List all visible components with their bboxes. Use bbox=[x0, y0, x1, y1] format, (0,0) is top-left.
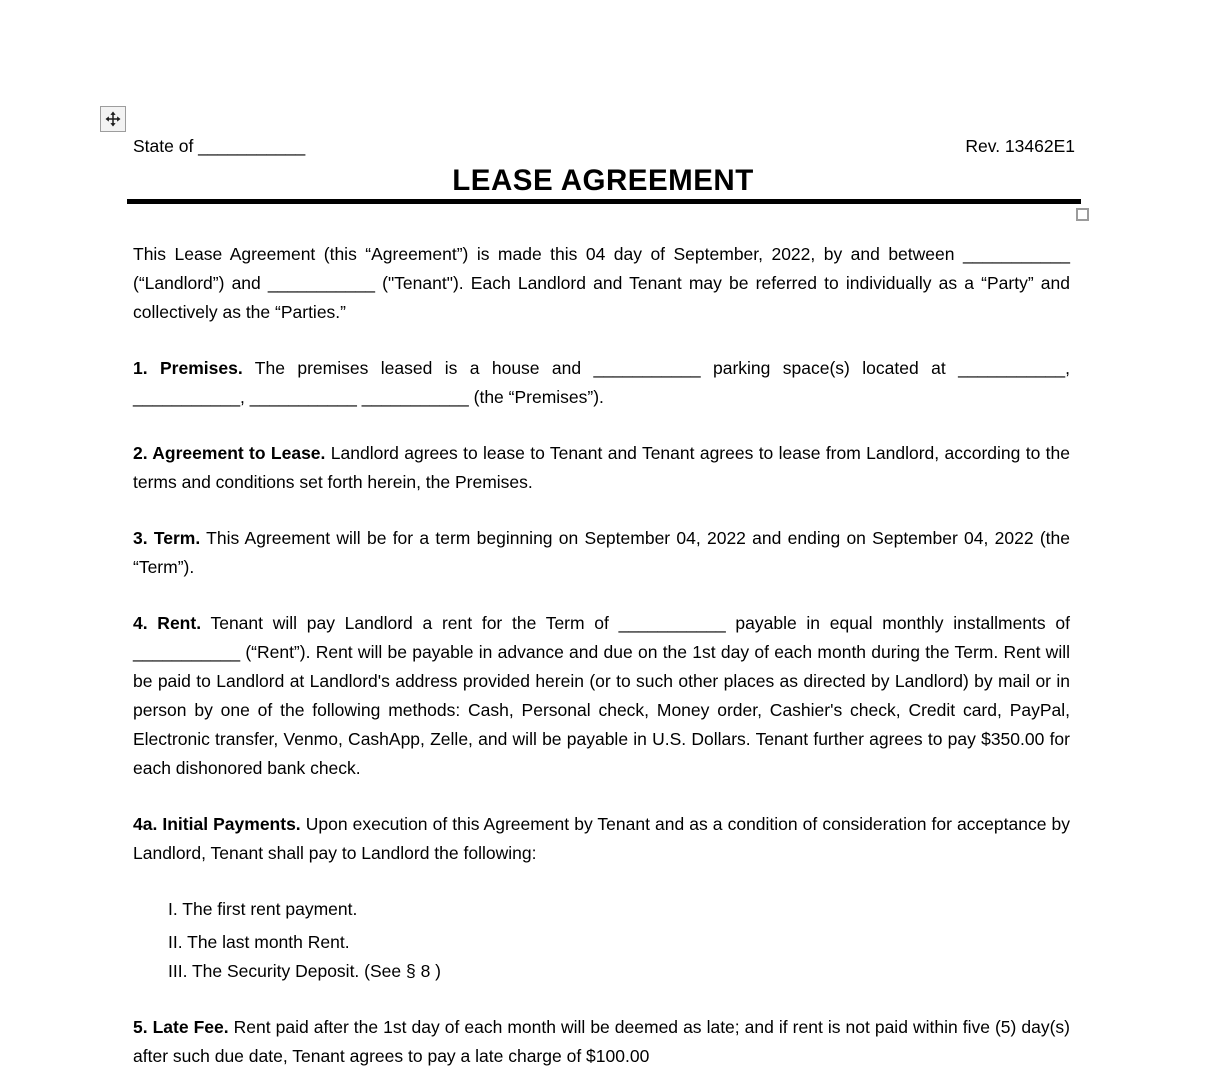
section-initial-payments bbox=[133, 810, 1070, 868]
resize-square-icon[interactable] bbox=[1076, 208, 1089, 221]
state-of-label: State of ___________ bbox=[133, 136, 306, 156]
intro-paragraph: This Lease Agreement (this “Agreement”) is made this 04 day of September, 2022, by and between ___________ (“Landlord”) and ___________ ("Tenant"). Each Landlord and Tenant may be referred to individually as a “Party” and collectively as the “Parties.” bbox=[133, 243, 1070, 322]
section-premises-body: The premises leased is a house and ___________ parking space(s) located at ___________, ___________, ___________ ___________ (the “Premises”). bbox=[133, 357, 1071, 407]
list-item: II. The last month Rent. bbox=[168, 931, 350, 952]
initial-payments-list bbox=[133, 895, 1070, 986]
document-header bbox=[0, 0, 1206, 156]
section-rent-body: Tenant will pay Landlord a rent for the Term of ___________ payable in equal monthly installments of ___________ (“Rent”). Rent will be payable in advance and due on the 1st day of each month during the Term. Rent will be paid to Landlord at Landlord's address provided herein (or to such other places as directed by Landlord) by mail or in person by one of the following methods: Cash, Personal check, Money order, Cashier's check, Credit card, PayPal, Electronic transfer, Venmo, CashApp, Zelle, and will be payable in U.S. Dollars. Tenant further agrees to pay $350.00 for each dishonored bank check. bbox=[133, 612, 1070, 778]
section-rent-heading: 4. Rent. bbox=[133, 612, 202, 633]
section-late-fee-body: Rent paid after the 1st day of each month will be deemed as late; and if rent is not paid within five (5) day(s) after such due date, Tenant agrees to pay a late charge of $100.00 bbox=[133, 1016, 1070, 1066]
move-arrows-icon bbox=[104, 110, 122, 128]
section-term-heading: 3. Term. bbox=[133, 527, 201, 548]
section-term bbox=[133, 524, 1070, 582]
section-late-fee-heading: 5. Late Fee. bbox=[133, 1016, 229, 1037]
section-initial-payments-heading: 4a. Initial Payments. bbox=[133, 813, 301, 834]
page-title: LEASE AGREEMENT bbox=[452, 164, 754, 197]
list-item: I. The first rent payment. bbox=[168, 898, 358, 919]
section-late-fee bbox=[133, 1013, 1070, 1071]
title-divider bbox=[127, 199, 1081, 204]
section-term-body: This Agreement will be for a term beginning on September 04, 2022 and ending on September 04, 2022 (the “Term”). bbox=[133, 527, 1070, 577]
revision-label: Rev. 13462E1 bbox=[965, 136, 1075, 156]
document-body bbox=[133, 240, 1070, 1071]
section-agreement-to-lease-body: Landlord agrees to lease to Tenant and Tenant agrees to lease from Landlord, according to the terms and conditions set forth herein, the Premises. bbox=[133, 442, 1070, 492]
list-item: III. The Security Deposit. (See § 8 ) bbox=[168, 960, 441, 981]
section-initial-payments-body: Upon execution of this Agreement by Tenant and as a condition of consideration for acceptance by Landlord, Tenant shall pay to Landlord the following: bbox=[133, 813, 1070, 863]
section-premises-heading: 1. Premises. bbox=[133, 357, 243, 378]
section-rent bbox=[133, 609, 1070, 783]
section-agreement-to-lease bbox=[133, 439, 1070, 497]
move-icon[interactable] bbox=[100, 106, 126, 132]
section-premises bbox=[133, 354, 1070, 412]
section-agreement-to-lease-heading: 2. Agreement to Lease. bbox=[133, 442, 326, 463]
